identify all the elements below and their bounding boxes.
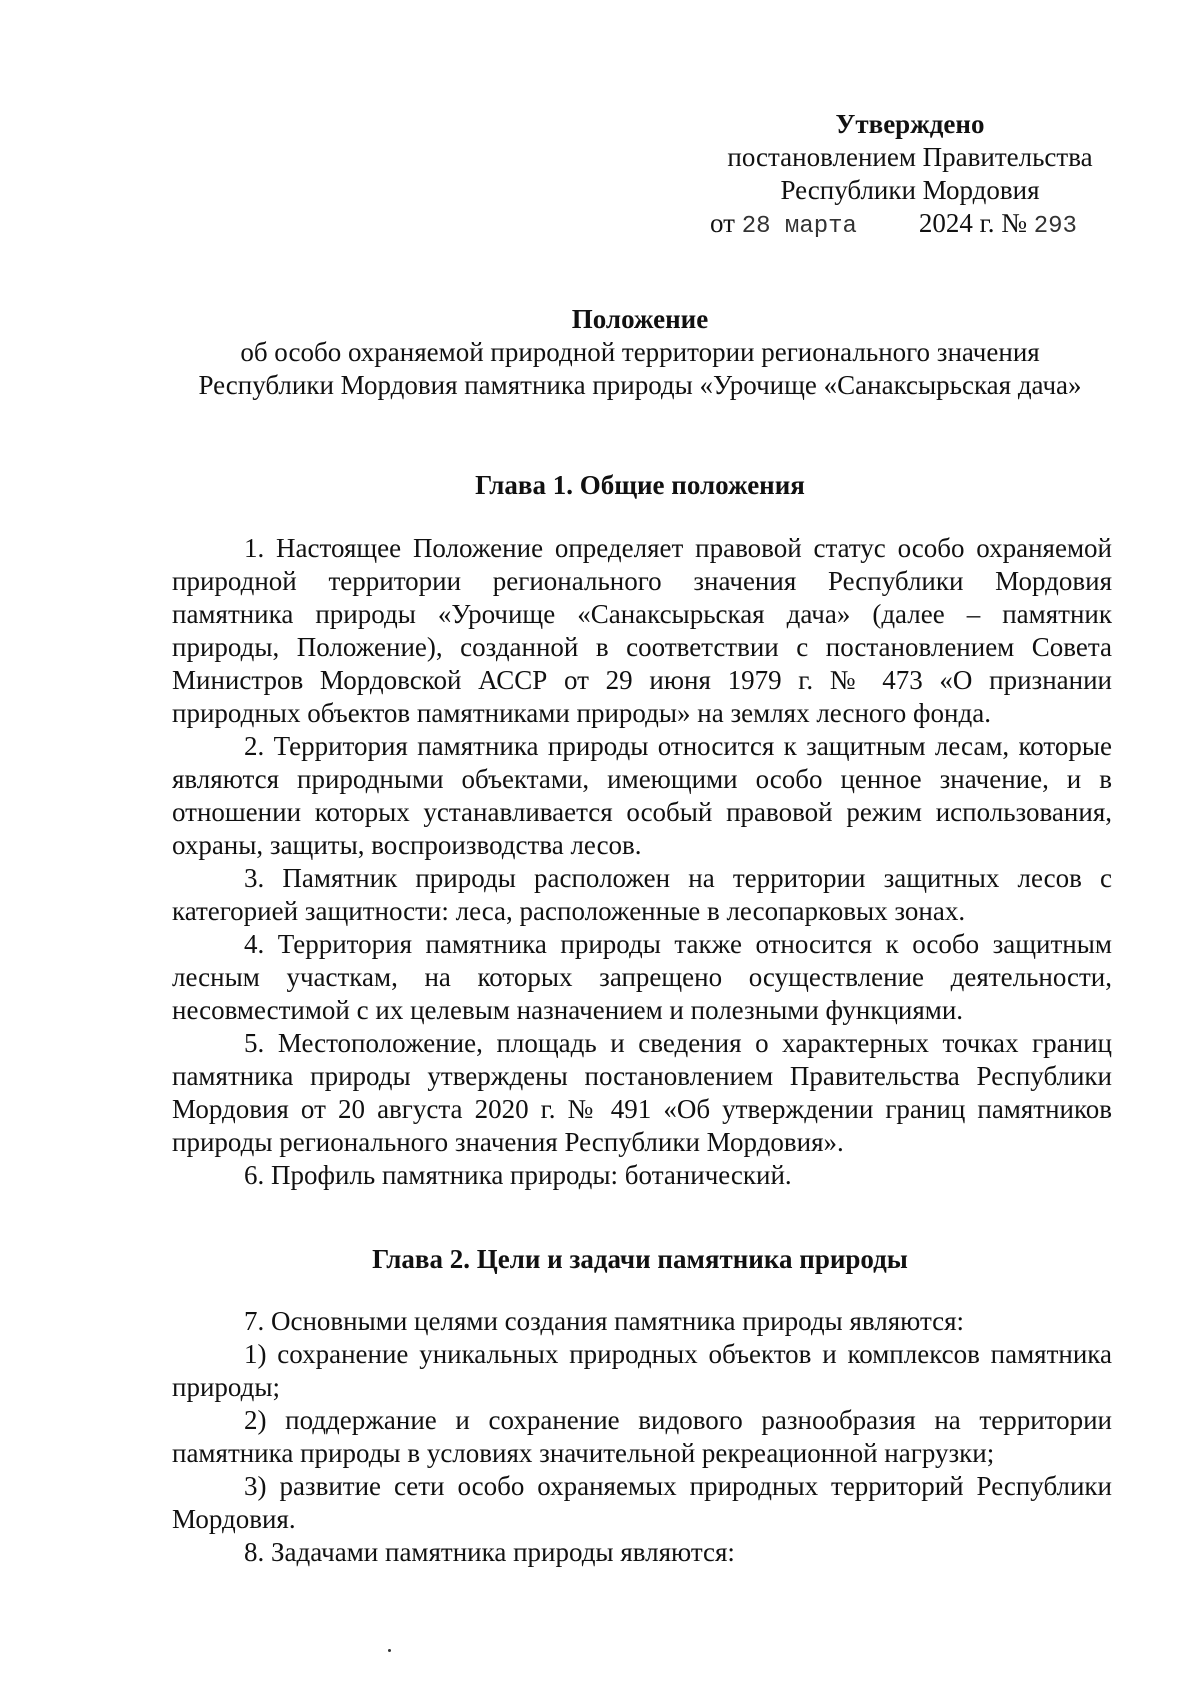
document-number: 293 xyxy=(1033,213,1077,240)
document-title: Положение xyxy=(571,304,709,334)
paragraph: 4. Территория памятника природы также относится к особо защитным лесным участкам, на которых запрещено осуществление деятельности, несовместимой с их целевым назначением и полезными функциями. xyxy=(172,929,1112,1025)
date-prefix: от xyxy=(710,208,735,238)
document-title-block xyxy=(150,303,1130,402)
approval-date-line xyxy=(690,207,1130,243)
scan-speck xyxy=(388,1649,391,1652)
document-subtitle-line-1: об особо охраняемой природной территории регионального значения xyxy=(240,337,1040,367)
paragraph: 6. Профиль памятника природы: ботанический. xyxy=(244,1160,792,1190)
chapter-2-heading: Глава 2. Цели и задачи памятника природы xyxy=(372,1244,908,1274)
approval-line-2: Республики Мордовия xyxy=(780,175,1040,205)
chapter-1-body xyxy=(172,532,1112,1192)
list-item: 2) поддержание и сохранение видового разнообразия на территории памятника природы в условиях значительной рекреационной нагрузки; xyxy=(172,1405,1112,1468)
date-year: 2024 г. № xyxy=(918,208,1027,238)
paragraph: 7. Основными целями создания памятника природы являются: xyxy=(244,1306,964,1336)
approval-stamp xyxy=(690,108,1130,243)
chapter-1-heading: Глава 1. Общие положения xyxy=(475,470,805,500)
paragraph: 2. Территория памятника природы относится к защитным лесам, которые являются природными объектами, имеющими особо ценное значение, и в отношении которых устанавливается особый правовой режим использования, охраны, защиты, воспроизводства лесов. xyxy=(172,731,1112,860)
paragraph: 8. Задачами памятника природы являются: xyxy=(244,1537,735,1567)
paragraph: 5. Местоположение, площадь и сведения о характерных точках границ памятника природы утверждены постановлением Правительства Республики Мордовия от 20 августа 2020 г. № 491 «Об утверждении границ памятников природы регионального значения Республики Мордовия». xyxy=(172,1028,1112,1157)
list-item: 3) развитие сети особо охраняемых природных территорий Республики Мордовия. xyxy=(172,1471,1112,1534)
paragraph: 3. Памятник природы расположен на территории защитных лесов с категорией защитности: леса, расположенные в лесопарковых зонах. xyxy=(172,863,1112,926)
chapter-2-body xyxy=(172,1305,1112,1569)
approval-line-1: постановлением Правительства xyxy=(727,142,1093,172)
date-day-month: 28 марта xyxy=(741,213,857,240)
approval-heading: Утверждено xyxy=(835,109,985,139)
document-subtitle-line-2: Республики Мордовия памятника природы «Урочище «Санаксырьская дача» xyxy=(198,370,1082,400)
paragraph: 1. Настоящее Положение определяет правовой статус особо охраняемой природной территории регионального значения Республики Мордовия памятника природы «Урочище «Санаксырьская дача» (далее – памятник природы, Положение), созданной в соответствии с постановлением Совета Министров Мордовской АССР от 29 июня 1979 г. № 473 «О признании природных объектов памятниками природы» на землях лесного фонда. xyxy=(172,533,1112,728)
list-item: 1) сохранение уникальных природных объектов и комплексов памятника природы; xyxy=(172,1339,1112,1402)
